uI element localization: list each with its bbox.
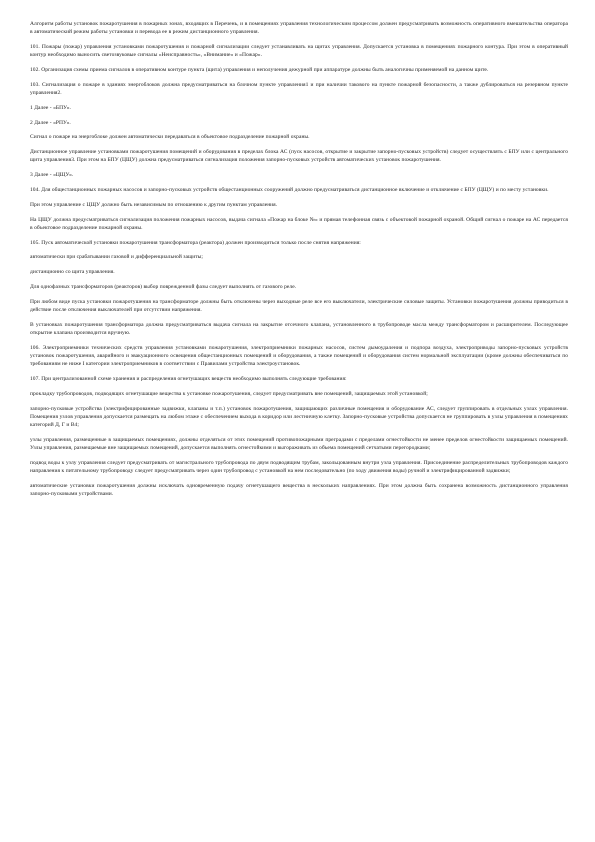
paragraph-107-item-control-nodes: узлы управления, размещенные в защищаемых помещениях, должны отделяться от этих помещений противопожарными преградами с пределами огнестойкости не менее пределов огнестойкости защищаемых помещений. Узлы управления, размещаемые вне защищаемых помещений, допускается выполнять огнестойкими и выгораживать из объема помещений сетчатыми перегородками; <box>30 436 568 451</box>
paragraph-105-item-auto: автоматически при срабатывании газовой и дифференциальной защиты; <box>30 254 204 261</box>
footnote-3: 3 Далее - «ЦЩУ». <box>30 172 74 179</box>
paragraph-105-item-remote: дистанционно со щита управления. <box>30 269 115 276</box>
paragraph-103-remote-control: Дистанционное управление установками пожаротушения помещений и оборудования в пределах блока АС (пуск насосов, открытие и закрытие запорно-пусковых устройств) следует осуществлять с БПУ или с центрального щита управления3. При этом на БПУ (ЦЩУ) должна предусматриваться сигнализация положения запорно-пусковых устройств автоматических установок пожаротушения. <box>30 149 568 164</box>
footnote-2: 2 Далее - «РПУ». <box>30 119 71 126</box>
paragraph-104: 104. Для общестанционных пожарных насосов и запорно-пусковых устройств общестанционных сооружений должно предусматриваться дистанционное включение и отключение с БПУ (ЦЩУ) и по месту установки. <box>30 186 549 193</box>
paragraph-107: 107. При централизованной схеме хранения и распределения огнетушащих веществ необходимо выполнять следующие требования: <box>30 375 347 382</box>
paragraph-107-item-automatic: автоматические установки пожаротушения должны исключать одновременную подачу огнетушащего вещества в нескольких направлениях. При этом должна быть сохранена возможность дистанционного управления запорно-пусковыми устройствами. <box>30 482 568 497</box>
paragraph-105-disconnect: При любом виде пуска установки пожаротушения на трансформаторе должны быть отключены через выходные реле все его выключатели, электрические силовые защиты. Установки пожаротушения должны приводиться в действие после отключения выключателей при отсутствии напряжения. <box>30 298 568 313</box>
paragraph-104-signaling: На ЦЩУ должна предусматриваться сигнализация положения пожарных насосов, выдача сигнала «Пожар на блоке №» и прямая телефонная связь с объектовой пожарной охраной. Общий сигнал о пожаре на АС передается в объектовое подразделение пожарной охраны. <box>30 216 568 231</box>
paragraph-103-signal: Сигнал о пожаре на энергоблоке должен автоматически передаваться в объектовое подразделение пожарной охраны. <box>30 134 310 141</box>
paragraph-107-item-valves: запорно-пусковые устройства (электрифицированные задвижки, клапаны и т.п.) установок пожаротушения, защищающих различные помещения и оборудование АС, следует группировать в отдельных узлах управления. Помещения узлов управления допускается размещать на любом этаже с обеспечением выхода в коридор или лестничную клетку. Запорно-пусковые устройства допускается не группировать в узлы управления в помещениях категорий Д, Г и В4; <box>30 405 568 428</box>
paragraph-107-item-water-supply: подвод воды к узлу управления следует предусматривать от магистрального трубопровода по двум подводящим трубам, закольцованным внутри узла управления. Присоединение распределительных трубопроводов каждого направления к питательному трубопроводу следует предусматривать через один трубопровод с установкой на нем последовательно (по ходу движения воды) ручной и электрифицированной задвижки; <box>30 459 568 474</box>
document-page <box>30 20 568 505</box>
paragraph-103: 103. Сигнализация о пожаре в зданиях энергоблоков должна предусматриваться на блочном пункте управления1 и при наличии такового на пункте пожарной безопасности, а также дублироваться на резервном пункте управления2. <box>30 81 568 96</box>
paragraph-105-single-phase: Для однофазных трансформаторов (реакторов) выбор поврежденной фазы следует выполнять от газового реле. <box>30 283 297 290</box>
paragraph-105: 105. Пуск автоматической установки пожаротушения трансформатора (реактора) должен производиться только после снятия напряжения: <box>30 239 361 246</box>
paragraph-104-independent: При этом управление с ЦЩУ должно быть независимым по отношению к другим пунктам управления. <box>30 201 278 208</box>
paragraph-107-item-pipes: прокладку трубопроводов, подводящих огнетушащие вещества к установке пожаротушения, следует предусматривать вне помещений, защищаемых этой установкой; <box>30 390 428 397</box>
paragraph-101: 101. Пожары (пожар) управления установками пожаротушения и пожарной сигнализации следует устанавливать на щитах управления. Допускается установка в помещениях пожарного контура. При этом в оперативный контур необходимо выносить светозвуковые сигналы «Неисправность», «Внимание» и «Пожар». <box>30 44 568 59</box>
footnote-1: 1 Далее - «БПУ». <box>30 104 71 111</box>
paragraph-105-valve: В установках пожаротушения трансформатора должна предусматриваться выдача сигнала на закрытие отсечного клапана, установленного в трубопроводе масла между трансформатором и расширителем. Последующее открытие клапана производится вручную. <box>30 321 568 336</box>
paragraph-102: 102. Организация схемы приема сигналов в оперативном контуре пункта (щита) управления и неполучения дежурной при аппаратуре должны быть аналогичны применяемой на данном щите. <box>30 67 489 73</box>
paragraph-106: 106. Электроприемники технических средств управления установками пожаротушения, электроприемники пожарных насосов, систем дымоудаления и подпора воздуха, электроприводы запорно-пусковых устройств установок пожаротушения, аварийного и эвакуационного освещения общестанционных помещений и оборудования, а также помещений и оборудования систем нормальной эксплуатации (кроме должны обеспечиваться по требованиям не ниже I категории электроприемников в соответствии с Правилами устройства электроустановок. <box>30 344 568 368</box>
paragraph-intro: Алгоритм работы установок пожаротушения в пожарных зонах, входящих в Перечень, и в помещениях управления технологическим процессом должен предусматривать возможность оперативного вмешательства оператора в автоматический режим работы установки и перевода ее в режим дистанционного управления. <box>30 21 568 36</box>
